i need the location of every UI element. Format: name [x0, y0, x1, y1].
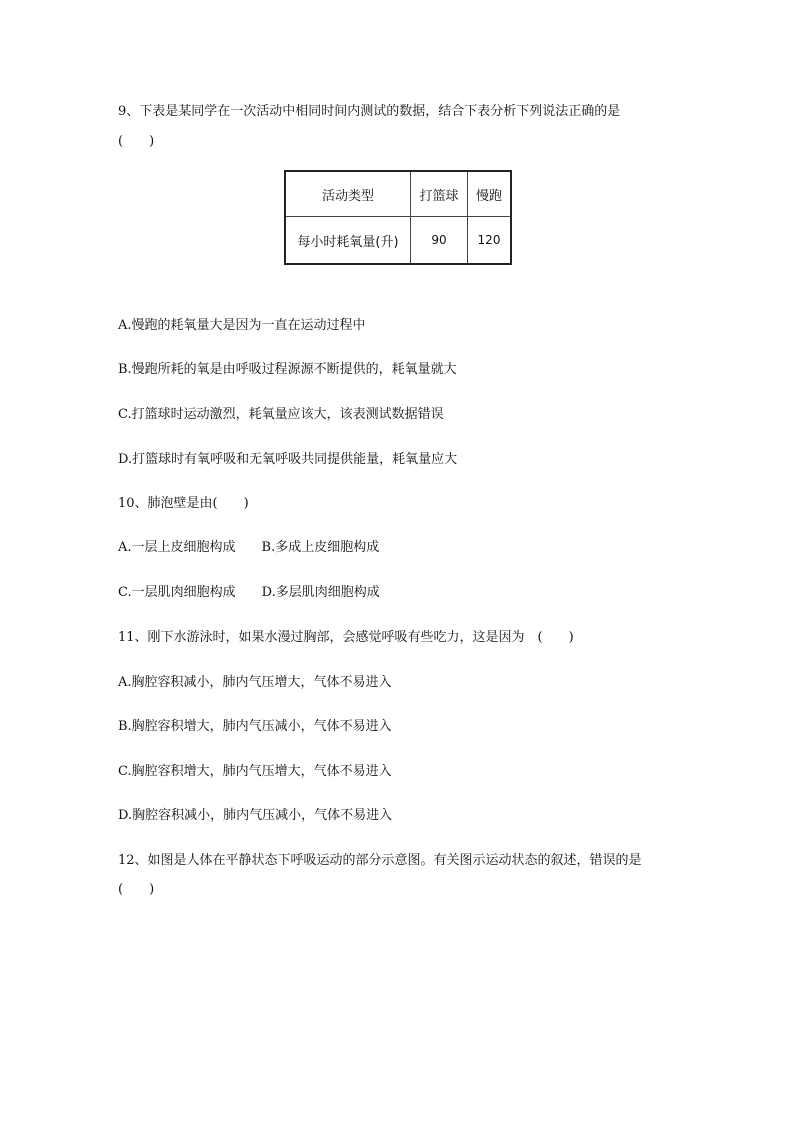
- q10-stem: 10、肺泡壁是由( ): [118, 496, 249, 511]
- q11-stem: 11、刚下水游泳时，如果水漫过胸部，会感觉呼吸有些吃力，这是因为 ( ): [118, 630, 574, 645]
- q11-option-d: D.胸腔容积减小，肺内气压减小，气体不易进入: [118, 808, 393, 823]
- table-header-row: [285, 171, 511, 217]
- table-header-activity-type: 活动类型: [285, 171, 411, 217]
- q9-data-table: [284, 170, 512, 265]
- q10-option-c: C.一层肌肉细胞构成: [118, 585, 236, 600]
- table-cell-jogging-value: 120: [468, 217, 512, 265]
- q10-options-row-1: [118, 540, 379, 556]
- q9-answer-paren: ( ): [118, 134, 155, 149]
- q9-stem: 9、下表是某同学在一次活动中相同时间内测试的数据，结合下表分析下列说法正确的是: [118, 104, 621, 119]
- q9-option-a: A.慢跑的耗氧量大是因为一直在运动过程中: [118, 318, 366, 333]
- table-header-jogging: 慢跑: [468, 171, 512, 217]
- q10-options-row-2: [118, 585, 380, 601]
- q11-option-b: B.胸腔容积增大，肺内气压减小，气体不易进入: [118, 719, 392, 734]
- q9-option-b: B.慢跑所耗的氧是由呼吸过程源源不断提供的，耗氧量就大: [118, 362, 457, 377]
- q9-option-d: D.打篮球时有氧呼吸和无氧呼吸共同提供能量，耗氧量应大: [118, 452, 458, 467]
- table-row: [285, 217, 511, 265]
- q11-option-c: C.胸腔容积增大，肺内气压增大，气体不易进入: [118, 764, 392, 779]
- table-header-basketball: 打篮球: [411, 171, 468, 217]
- q10-option-d: D.多层肌肉细胞构成: [261, 585, 380, 600]
- q12-stem: 12、如图是人体在平静状态下呼吸运动的部分示意图。有关图示运动状态的叙述，错误的是: [118, 853, 642, 868]
- q11-option-a: A.胸腔容积减小，肺内气压增大，气体不易进入: [118, 675, 392, 690]
- table-cell-basketball-value: 90: [411, 217, 468, 265]
- q12-answer-paren: ( ): [118, 882, 155, 897]
- q10-option-b: B.多成上皮细胞构成: [261, 540, 380, 555]
- q10-option-a: A.一层上皮细胞构成: [118, 540, 236, 555]
- q9-option-c: C.打篮球时运动激烈，耗氧量应该大，该表测试数据错误: [118, 407, 444, 422]
- table-row-label: 每小时耗氧量(升): [285, 217, 411, 265]
